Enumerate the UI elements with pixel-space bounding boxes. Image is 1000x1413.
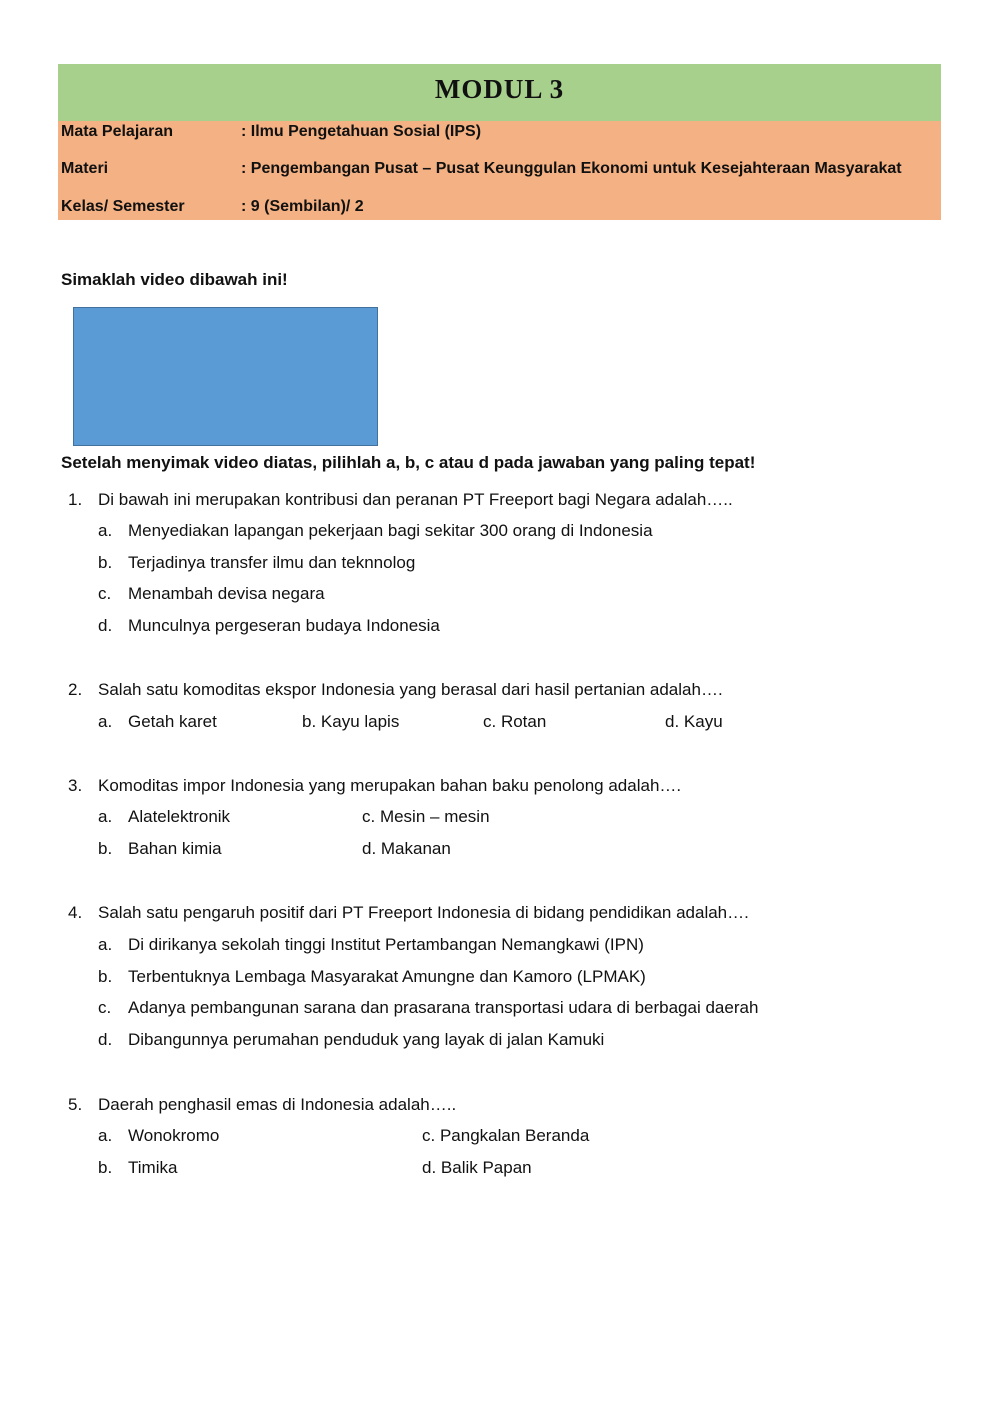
option-5c[interactable]: c. Pangkalan Beranda [422,1126,590,1145]
info-value: : 9 (Sembilan)/ 2 [241,198,364,215]
option-text: Menambah devisa negara [128,584,325,603]
info-label: Mata Pelajaran [61,123,174,140]
option-3d[interactable]: d. Makanan [362,839,451,858]
option-letter: c. [98,584,112,603]
option-text: Munculnya pergeseran budaya Indonesia [128,616,440,635]
option-letter: a. [98,935,113,954]
question-number: 4. [68,903,83,922]
info-value: : Ilmu Pengetahuan Sosial (IPS) [241,123,482,140]
option-text: Wonokromo [128,1126,220,1145]
option-letter: b. [98,967,113,986]
info-label: Kelas/ Semester [61,198,185,215]
option-3c[interactable]: c. Mesin – mesin [362,807,490,826]
option-letter: d. [98,616,113,635]
question-number: 5. [68,1095,83,1114]
option-text: Dibangunnya perumahan penduduk yang layak di jalan Kamuki [128,1030,605,1049]
question-text: Di bawah ini merupakan kontribusi dan peranan PT Freeport bagi Negara adalah….. [98,490,733,509]
question-number: 1. [68,490,83,509]
option-letter: b. [98,1158,113,1177]
option-letter: a. [98,807,113,826]
module-info-panel [58,121,941,220]
option-text: Menyediakan lapangan pekerjaan bagi sekitar 300 orang di Indonesia [128,521,653,540]
option-2c[interactable]: c. Rotan [483,712,547,731]
question-number: 2. [68,680,83,699]
module-title: MODUL 3 [58,64,941,121]
option-letter: a. [98,521,113,540]
option-text: Di dirikanya sekolah tinggi Institut Pertambangan Nemangkawi (IPN) [128,935,644,954]
option-2d[interactable]: d. Kayu [665,712,723,731]
option-letter: c. [98,998,112,1017]
option-text: Bahan kimia [128,839,222,858]
question-text: Salah satu pengaruh positif dari PT Freeport Indonesia di bidang pendidikan adalah…. [98,903,749,922]
question-text: Komoditas impor Indonesia yang merupakan bahan baku penolong adalah…. [98,776,682,795]
option-5d[interactable]: d. Balik Papan [422,1158,532,1177]
option-letter: a. [98,712,113,731]
option-letter: b. [98,553,113,572]
video-intro: Simaklah video dibawah ini! [61,270,288,289]
option-letter: b. [98,839,113,858]
video-player[interactable] [73,307,378,446]
option-text: Terjadinya transfer ilmu dan teknnolog [128,553,416,572]
option-text: Getah karet [128,712,217,731]
info-label: Materi [61,160,109,177]
question-number: 3. [68,776,83,795]
option-text: Adanya pembangunan sarana dan prasarana transportasi udara di berbagai daerah [128,998,759,1017]
option-text: Terbentuknya Lembaga Masyarakat Amungne dan Kamoro (LPMAK) [128,967,646,986]
option-text: Alatelektronik [128,807,231,826]
info-value: : Pengembangan Pusat – Pusat Keunggulan Ekonomi untuk Kesejahteraan Masyarakat [241,160,902,177]
option-2b[interactable]: b. Kayu lapis [302,712,400,731]
question-text: Daerah penghasil emas di Indonesia adalah….. [98,1095,457,1114]
option-letter: d. [98,1030,113,1049]
quiz-instruction: Setelah menyimak video diatas, pilihlah a, b, c atau d pada jawaban yang paling tepat! [61,453,756,472]
question-text: Salah satu komoditas ekspor Indonesia yang berasal dari hasil pertanian adalah…. [98,680,723,699]
option-text: Timika [128,1158,178,1177]
option-letter: a. [98,1126,113,1145]
